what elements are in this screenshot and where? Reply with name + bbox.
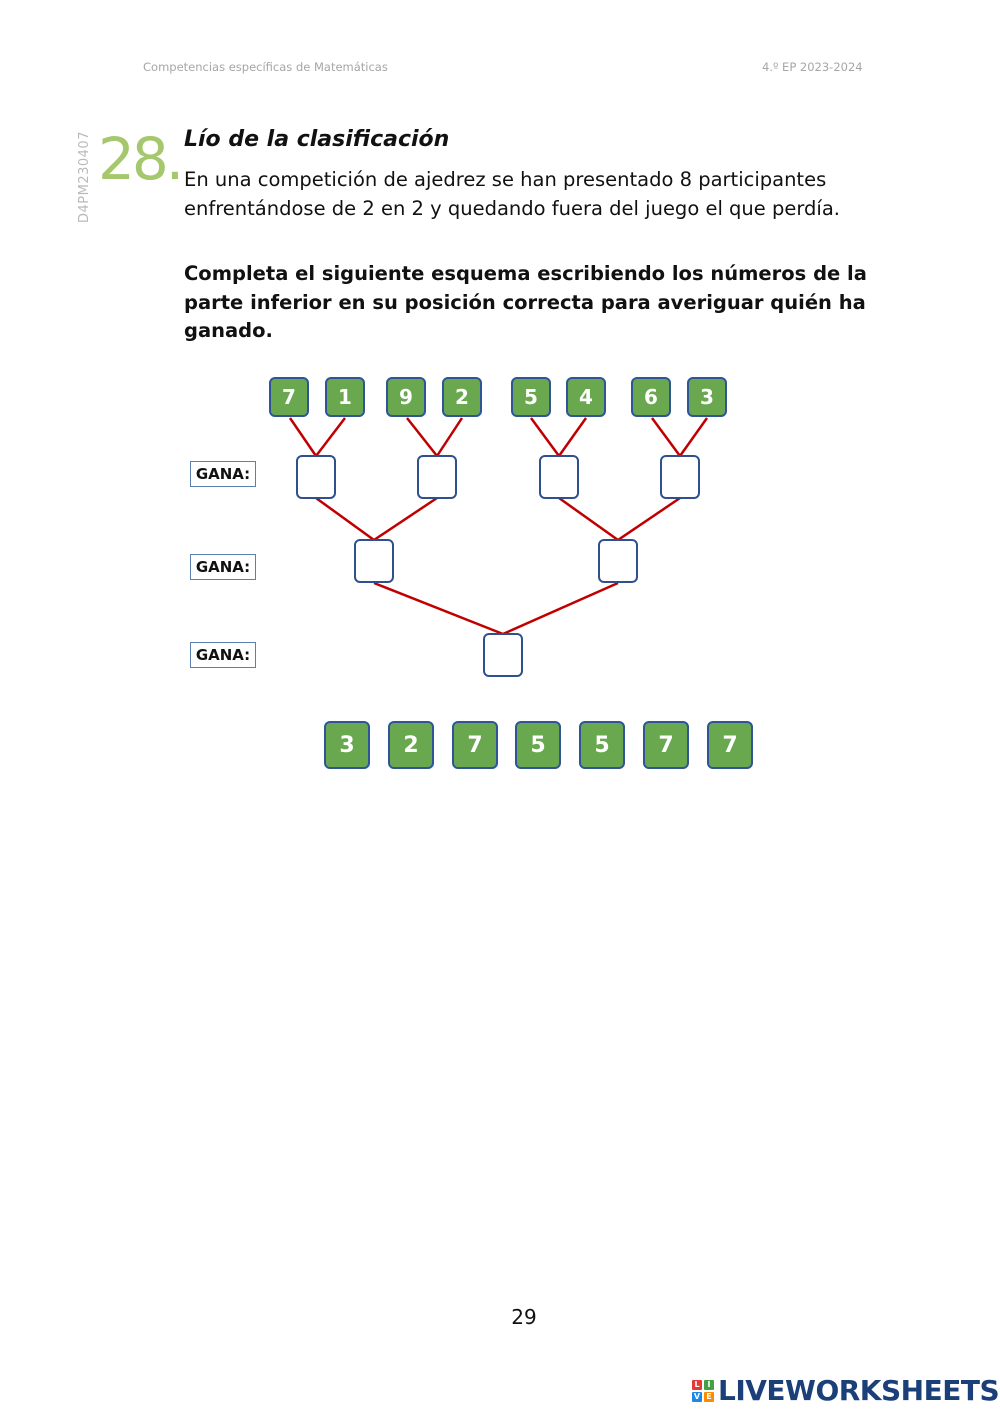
answer-tile[interactable]: 5 (579, 721, 625, 769)
round-1-label: GANA: (190, 461, 256, 487)
round-2-label: GANA: (190, 554, 256, 580)
round-2-slot[interactable] (354, 539, 394, 583)
participant-tile: 3 (687, 377, 727, 417)
page-number: 29 (511, 1305, 537, 1329)
brand-logo-icon (692, 1380, 714, 1402)
round-1-slot[interactable] (417, 455, 457, 499)
round-1-slot[interactable] (539, 455, 579, 499)
answer-tile[interactable]: 7 (707, 721, 753, 769)
bracket-line (374, 498, 437, 540)
document-code: D4PM230407 (77, 131, 92, 223)
header-course: 4.º EP 2023-2024 (762, 60, 863, 74)
round-1-slot[interactable] (296, 455, 336, 499)
bracket-line (374, 583, 503, 634)
answer-tile[interactable]: 7 (452, 721, 498, 769)
brand-logo[interactable] (692, 1374, 999, 1407)
bracket-line (290, 418, 316, 456)
round-1-slot[interactable] (660, 455, 700, 499)
participant-tile: 6 (631, 377, 671, 417)
answer-tile[interactable]: 5 (515, 721, 561, 769)
participant-tile: 7 (269, 377, 309, 417)
bracket-line (618, 498, 680, 540)
brand-mark-letter: L (692, 1380, 702, 1390)
round-2-slot[interactable] (598, 539, 638, 583)
header-subject: Competencias específicas de Matemáticas (143, 60, 388, 74)
exercise-title: Lío de la clasificación (184, 127, 450, 152)
participant-tile: 9 (386, 377, 426, 417)
bracket-line (680, 418, 707, 456)
bracket-line (652, 418, 680, 456)
participant-tile: 2 (442, 377, 482, 417)
brand-mark-letter: I (704, 1380, 714, 1390)
answer-tile[interactable]: 7 (643, 721, 689, 769)
bracket-line (559, 418, 586, 456)
bracket-line (316, 498, 374, 540)
exercise-number: 28. (98, 125, 182, 193)
final-label: GANA: (190, 642, 256, 668)
final-winner-slot[interactable] (483, 633, 523, 677)
participant-tile: 4 (566, 377, 606, 417)
bracket-line (407, 418, 437, 456)
exercise-instruction: Completa el siguiente esquema escribiendo los números de la parte inferior en su posición correcta para averiguar quién ha ganado. (184, 262, 867, 342)
brand-name: LIVEWORKSHEETS (718, 1374, 1000, 1407)
answer-tile[interactable]: 3 (324, 721, 370, 769)
bracket-line (531, 418, 559, 456)
brand-mark-letter: V (693, 1392, 701, 1401)
bracket-line (437, 418, 462, 456)
answer-tile[interactable]: 2 (388, 721, 434, 769)
participant-tile: 5 (511, 377, 551, 417)
bracket-line (503, 583, 618, 634)
bracket-line (316, 418, 345, 456)
participant-tile: 1 (325, 377, 365, 417)
bracket-line (559, 498, 618, 540)
brand-mark-letter: E (704, 1392, 714, 1402)
exercise-statement: En una competición de ajedrez se han presentado 8 participantes enfrentándose de 2 en 2 y quedando fuera del juego el que perdía. (184, 168, 840, 220)
